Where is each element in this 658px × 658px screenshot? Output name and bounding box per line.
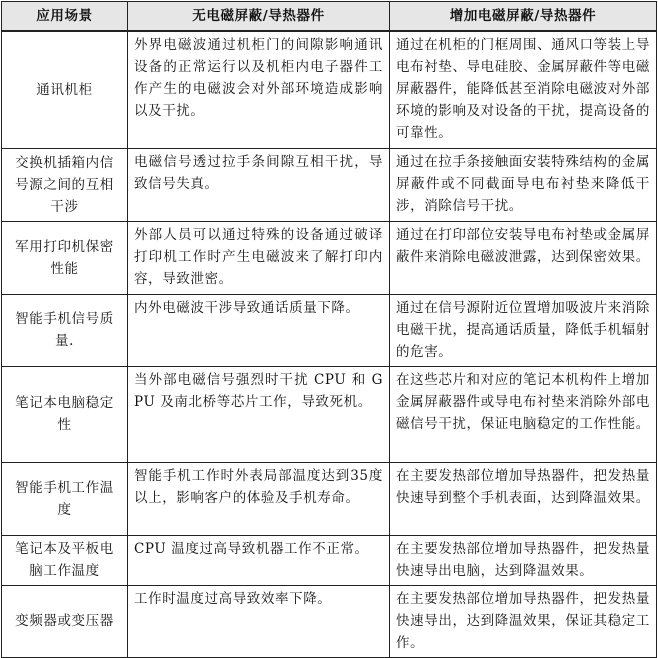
scene-cell: 笔记本及平板电脑工作温度 [2,535,128,585]
with-shielding-cell: 通过在拉手条接触面安装特殊结构的金属屏蔽件或不同截面导电布衬垫来降低干涉，消除信号干扰。 [390,148,657,221]
scene-cell: 通讯机柜 [2,31,128,148]
header-with-shielding: 增加电磁屏蔽/导热器件 [390,2,657,32]
with-shielding-cell: 通过在打印部位安装导电布衬垫或金属屏蔽件来消除电磁波泄露，达到保密效果。 [390,221,657,294]
table-row [2,535,657,585]
table-row [2,294,657,366]
table-row [2,366,657,462]
without-shielding-cell: 电磁信号透过拉手条间隙互相干扰，导致信号失真。 [128,148,390,221]
table-row [2,462,657,535]
with-shielding-cell: 在这些芯片和对应的笔记本机构件上增加金属屏蔽器件或导电布衬垫来消除外部电磁信号干扰，保证电脑稳定的工作性能。 [390,366,657,462]
without-shielding-cell: 内外电磁波干涉导致通话质量下降。 [128,294,390,366]
with-shielding-cell: 通过在机柜的门框周围、通风口等装上导电布衬垫、导电硅胶、金属屏蔽件等电磁屏蔽器件，能降低甚至消除电磁波对外部环境的影响及对设备的干扰，提高设备的可靠性。 [390,31,657,148]
without-shielding-cell: 智能手机工作时外表局部温度达到35度以上，影响客户的体验及手机寿命。 [128,462,390,535]
with-shielding-cell: 在主要发热部位增加导热器件，把发热量快速导出，达到降温效果，保证其稳定工作。 [390,585,657,657]
scene-cell: 笔记本电脑稳定性 [2,366,128,462]
header-row [2,2,657,32]
table-row [2,31,657,148]
with-shielding-cell: 通过在信号源附近位置增加吸波片来消除电磁干扰，提高通话质量，降低手机辐射的危害。 [390,294,657,366]
without-shielding-cell: 当外部电磁信号强烈时干扰 CPU 和 GPU 及南北桥等芯片工作，导致死机。 [128,366,390,462]
without-shielding-cell: CPU 温度过高导致机器工作不正常。 [128,535,390,585]
without-shielding-cell: 外部人员可以通过特殊的设备通过破译打印机工作时产生电磁波来了解打印内容，导致泄密。 [128,221,390,294]
with-shielding-cell: 在主要发热部位增加导热器件，把发热量快速导到整个手机表面，达到降温效果。 [390,462,657,535]
scene-cell: 军用打印机保密性能 [2,221,128,294]
scene-cell: 智能手机信号质量. [2,294,128,366]
scene-cell: 变频器或变压器 [2,585,128,657]
table-row [2,148,657,221]
application-table [1,1,657,658]
table-row [2,221,657,294]
scene-cell: 智能手机工作温度 [2,462,128,535]
header-scene: 应用场景 [2,2,128,32]
scene-cell: 交换机插箱内信号源之间的互相干涉 [2,148,128,221]
with-shielding-cell: 在主要发热部位增加导热器件，把发热量快速导出电脑，达到降温效果。 [390,535,657,585]
table-row [2,585,657,657]
without-shielding-cell: 外界电磁波通过机柜门的间隙影响通讯设备的正常运行以及机柜内电子器件工作产生的电磁波会对外部环境造成影响以及干扰。 [128,31,390,148]
without-shielding-cell: 工作时温度过高导致效率下降。 [128,585,390,657]
header-without-shielding: 无电磁屏蔽/导热器件 [128,2,390,32]
